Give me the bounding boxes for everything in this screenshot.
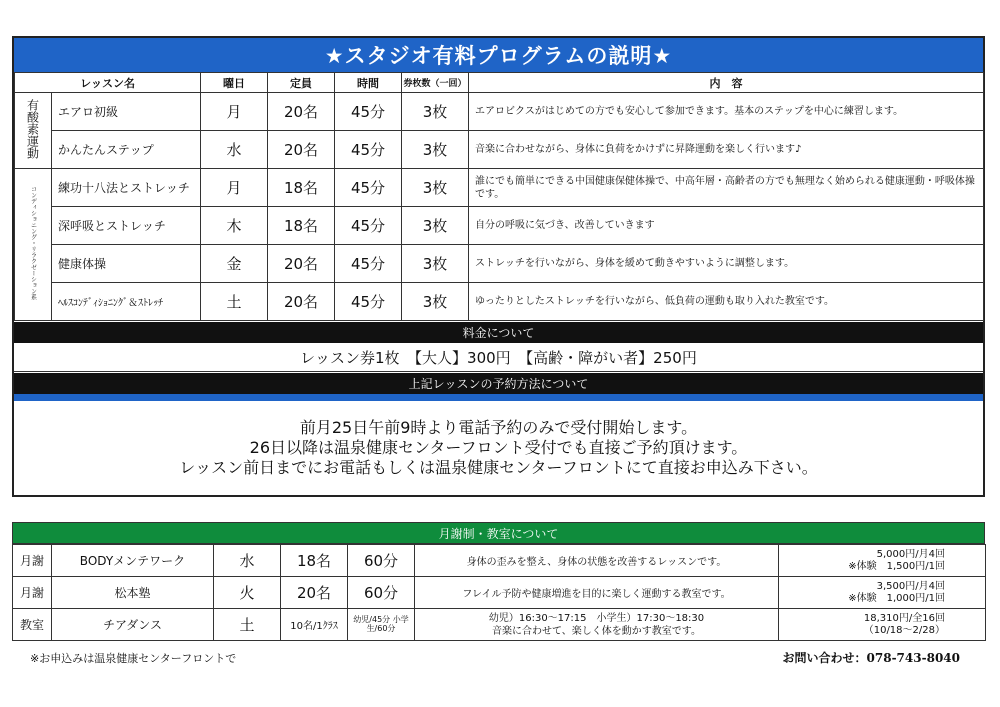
lesson-description: 誰にでも簡単にできる中国健康保健体操で、中高年層・高齢者の方でも無理なく始められる健康運動・呼吸体操です。 [469, 169, 984, 207]
header-capacity: 定員 [268, 73, 335, 93]
monthly-description [415, 609, 779, 641]
footer-note: ※お申込みは温泉健康センターフロントで [30, 652, 237, 665]
lesson-description: エアロビクスがはじめての方でも安心して参加できます。基本のステップを中心に練習します。 [469, 93, 984, 131]
lesson-duration: 45分 [335, 207, 402, 245]
header-lesson-name: レッスン名 [15, 73, 201, 93]
monthly-capacity: 10名/1ｸﾗｽ [281, 609, 348, 641]
lesson-name: エアロ初級 [52, 93, 201, 131]
lesson-row [15, 207, 984, 245]
lesson-duration: 45分 [335, 93, 402, 131]
period-line: （10/18～2/28） [863, 624, 945, 636]
monthly-description: フレイル予防や健康増進を目的に楽しく運動する教室です。 [415, 577, 779, 609]
monthly-name: 松本塾 [52, 577, 214, 609]
header-duration: 時間 [335, 73, 402, 93]
footer-contact: お問い合わせ：078-743-8040 [782, 651, 960, 665]
trial-price-line: ※体験 1,500円/1回 [848, 560, 945, 572]
lesson-description: ゆったりとしたストレッチを行いながら、低負荷の運動も取り入れた教室です。 [469, 283, 984, 321]
price-line: 3,500円/月4回 [876, 580, 945, 592]
monthly-type: 教室 [13, 609, 52, 641]
lesson-day: 土 [201, 283, 268, 321]
lesson-capacity: 18名 [268, 169, 335, 207]
reservation-line: 26日以降は温泉健康センターフロント受付でも直接ご予約頂けます。 [249, 438, 748, 457]
lesson-day: 水 [201, 131, 268, 169]
lesson-header-row [15, 73, 984, 93]
class-description: 音楽に合わせて、楽しく体を動かす教室です。 [492, 625, 701, 637]
monthly-capacity: 20名 [281, 577, 348, 609]
monthly-day: 火 [214, 577, 281, 609]
fee-header: 料金について [14, 322, 983, 343]
lesson-name: 練功十八法とストレッチ [52, 169, 201, 207]
reservation-accent-bar [14, 394, 983, 401]
lesson-tickets: 3枚 [402, 245, 469, 283]
monthly-type: 月謝 [13, 577, 52, 609]
lesson-duration: 45分 [335, 131, 402, 169]
monthly-type: 月謝 [13, 545, 52, 577]
monthly-capacity: 18名 [281, 545, 348, 577]
lesson-capacity: 20名 [268, 283, 335, 321]
lesson-tickets: 3枚 [402, 131, 469, 169]
category-aerobic: 有酸素運動 [15, 93, 52, 169]
header-content: 内 容 [469, 73, 984, 93]
lesson-table [14, 72, 984, 321]
lesson-tickets: 3枚 [402, 207, 469, 245]
reservation-line: 前月25日午前9時より電話予約のみで受付開始します。 [299, 418, 698, 437]
lesson-description: ストレッチを行いながら、身体を緩めて動きやすいように調整します。 [469, 245, 984, 283]
monthly-row [13, 577, 986, 609]
lesson-tickets: 3枚 [402, 283, 469, 321]
lesson-row [15, 131, 984, 169]
price-line: 5,000円/月4回 [876, 548, 945, 560]
monthly-row [13, 545, 986, 577]
header-tickets: 券枚数（一回） [402, 73, 469, 93]
lesson-day: 木 [201, 207, 268, 245]
page-title: ★スタジオ有料プログラムの説明★ [14, 38, 983, 72]
monthly-day: 土 [214, 609, 281, 641]
lesson-name: ﾍﾙｽｺﾝﾃﾞｨｼｮﾆﾝｸﾞ＆ｽﾄﾚｯﾁ [52, 283, 201, 321]
lesson-name: 健康体操 [52, 245, 201, 283]
lesson-name: 深呼吸とストレッチ [52, 207, 201, 245]
lesson-row [15, 245, 984, 283]
trial-price-line: ※体験 1,000円/1回 [848, 592, 945, 604]
monthly-price [779, 545, 986, 577]
lesson-capacity: 20名 [268, 245, 335, 283]
lesson-tickets: 3枚 [402, 93, 469, 131]
price-line: 18,310円/全16回 [863, 612, 945, 624]
lesson-day: 月 [201, 169, 268, 207]
monthly-duration: 60分 [348, 545, 415, 577]
header-day: 曜日 [201, 73, 268, 93]
monthly-name: チアダンス [52, 609, 214, 641]
lesson-duration: 45分 [335, 283, 402, 321]
monthly-row [13, 609, 986, 641]
category-conditioning: コンディショニング・リラクゼーション系 [15, 169, 52, 321]
reservation-header: 上記レッスンの予約方法について [14, 373, 983, 394]
monthly-header: 月謝制・教室について [12, 522, 985, 544]
reservation-line: レッスン前日までにお電話もしくは温泉健康センターフロントにて直接お申込み下さい。 [179, 458, 818, 477]
monthly-duration: 60分 [348, 577, 415, 609]
lesson-row [15, 169, 984, 207]
lesson-capacity: 20名 [268, 131, 335, 169]
fee-text: レッスン券1枚 【大人】300円 【高齢・障がい者】250円 [14, 343, 983, 372]
monthly-table [12, 544, 986, 641]
lesson-duration: 45分 [335, 245, 402, 283]
lesson-description: 自分の呼吸に気づき、改善していきます [469, 207, 984, 245]
class-schedule: 幼児）16:30～17:15 小学生）17:30～18:30 [488, 612, 705, 624]
monthly-duration: 幼児/45分 小学生/60分 [348, 609, 415, 641]
monthly-name: BODYメンテワーク [52, 545, 214, 577]
lesson-day: 金 [201, 245, 268, 283]
lesson-capacity: 18名 [268, 207, 335, 245]
reservation-text [14, 403, 983, 493]
lesson-tickets: 3枚 [402, 169, 469, 207]
lesson-capacity: 20名 [268, 93, 335, 131]
lesson-description: 音楽に合わせながら、身体に負荷をかけずに昇降運動を楽しく行います♪ [469, 131, 984, 169]
lesson-name: かんたんステップ [52, 131, 201, 169]
lesson-row [15, 283, 984, 321]
monthly-day: 水 [214, 545, 281, 577]
lesson-row [15, 93, 984, 131]
monthly-price [779, 609, 986, 641]
lesson-day: 月 [201, 93, 268, 131]
lesson-duration: 45分 [335, 169, 402, 207]
monthly-description: 身体の歪みを整え、身体の状態を改善するレッスンです。 [415, 545, 779, 577]
monthly-price [779, 577, 986, 609]
